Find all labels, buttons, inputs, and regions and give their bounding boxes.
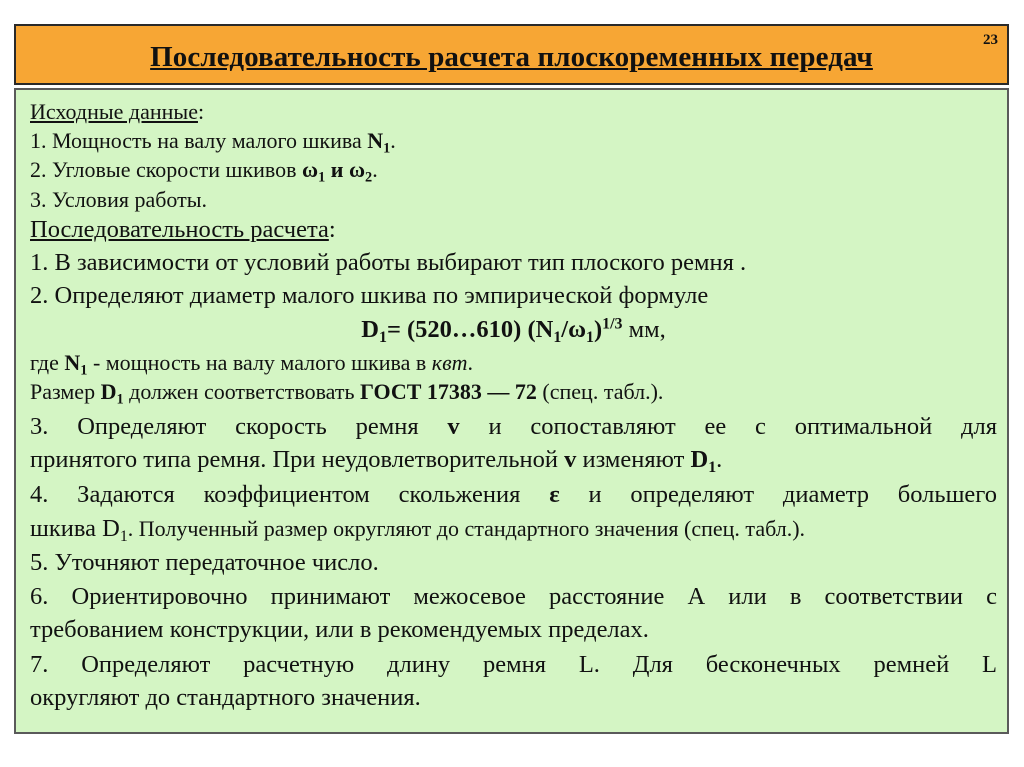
- step-7-line-1: 7. Определяют расчетную длину ремня L. Для бесконечных ремней L: [30, 651, 997, 678]
- gost-note: Размер $D_1$ должен соответствовать ГОСТ 17383 — 72 (спец. табл.).: [30, 379, 664, 408]
- step-4-line-1: 4. Задаются коэффициентом скольжения ε и определяют диаметр большего: [30, 481, 997, 508]
- formula-note-n1: где $N_1$ - мощность на валу малого шкива в квт.: [30, 350, 474, 379]
- step-4-line-2: шкива $D_1$. Полученный размер округляют до стандартного значения (спец. табл.).: [30, 515, 806, 545]
- step-3-line-2: принятого типа ремня. При неудовлетворительной v изменяют $D_1$.: [30, 446, 723, 476]
- sequence-heading: Последовательность расчета:: [30, 216, 336, 243]
- step-6-line-1: 6. Ориентировочно принимают межосевое расстояние А или в соответствии с: [30, 583, 997, 610]
- step-6-line-2: требованием конструкции, или в рекомендуемых пределах.: [30, 616, 649, 643]
- step-7-line-2: округляют до стандартного значения.: [30, 684, 421, 711]
- content-panel: [14, 88, 1009, 734]
- page-number: 23: [983, 32, 998, 48]
- step-1: 1. В зависимости от условий работы выбирают тип плоского ремня .: [30, 249, 747, 276]
- input-item-conditions: 3. Условия работы.: [30, 187, 208, 212]
- formula-d1: $D_1=$ (520…610) $(N_1/\omega_1)^{1/3}$ мм,: [361, 315, 666, 346]
- input-item-power: 1. Мощность на валу малого шкива $N_1$.: [30, 128, 396, 157]
- title-bar: [14, 24, 1009, 85]
- input-data-heading: Исходные данные:: [30, 99, 205, 124]
- slide-title: Последовательность расчета плоскоременных передач: [150, 41, 873, 73]
- step-3-line-1: 3. Определяют скорость ремня v и сопоставляют ее с оптимальной для: [30, 413, 997, 440]
- step-5: 5. Уточняют передаточное число.: [30, 549, 379, 576]
- step-2: 2. Определяют диаметр малого шкива по эмпирической формуле: [30, 282, 709, 309]
- input-item-angular-speeds: 2. Угловые скорости шкивов $\omega_1$ и $\omega_2$.: [30, 157, 378, 186]
